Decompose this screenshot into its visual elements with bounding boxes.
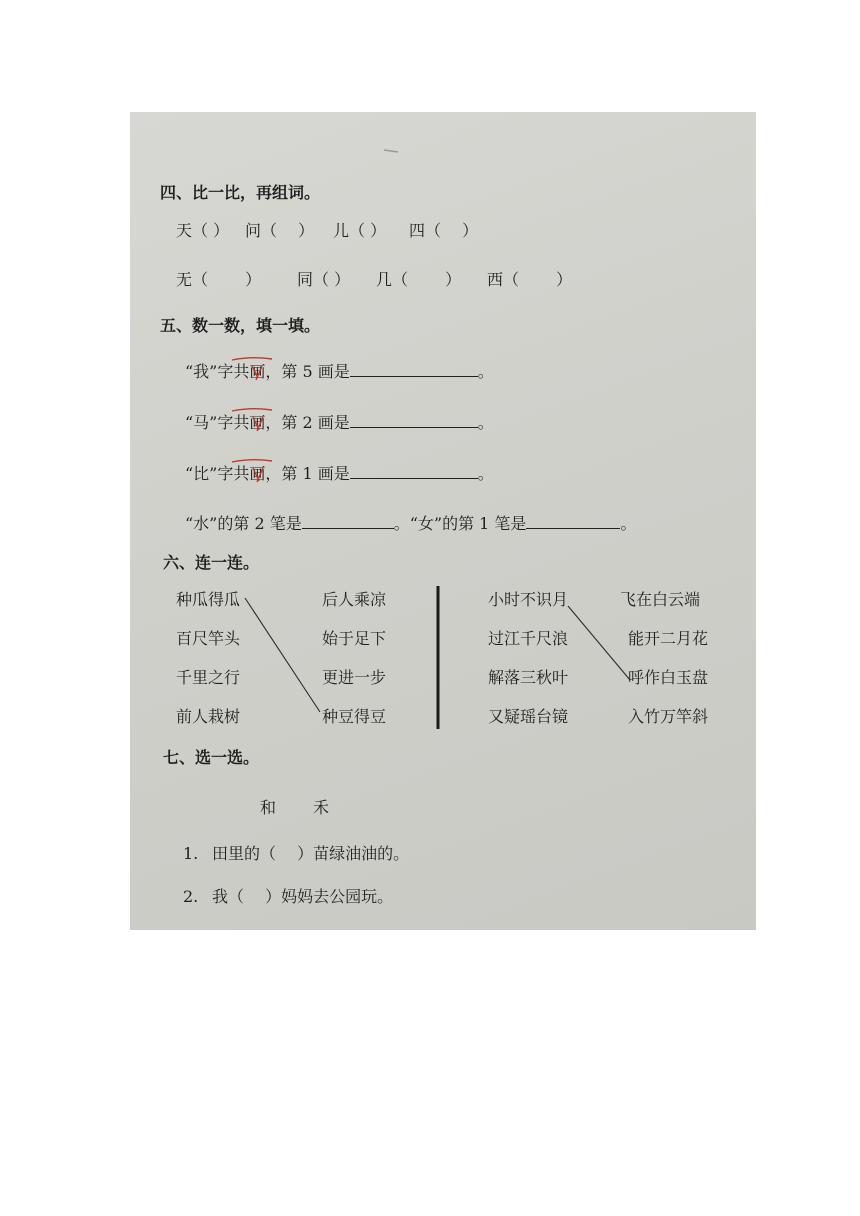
match-item: 呼作白玉盘 [628, 668, 709, 687]
compare-item: 几（ ） [376, 270, 462, 289]
compare-item: 无（ ） [176, 270, 262, 289]
compare-item: 同（ ） [297, 270, 351, 289]
red-caret-mark [232, 409, 272, 411]
compare-item: 儿（ ） [333, 221, 387, 240]
match-item: 入竹万竿斜 [628, 707, 709, 726]
choice-option: 禾 [313, 798, 330, 817]
compare-item: 天（ ） [176, 221, 230, 240]
question-number: 2. [183, 887, 199, 906]
match-item: 种瓜得瓜 [176, 590, 241, 609]
section7-heading: 七、选一选。 [163, 748, 260, 767]
section4-heading: 四、比一比，再组词。 [160, 183, 321, 202]
match-connector-line[interactable] [568, 606, 630, 680]
match-item: 能开二月花 [628, 629, 709, 648]
stroke-question-suffix: 。 [477, 362, 494, 381]
stroke-question-suffix: 。 [620, 514, 637, 533]
red-caret-mark [232, 460, 272, 462]
match-item: 飞在白云端 [620, 590, 701, 609]
red-caret-mark [252, 366, 262, 380]
compare-item: 西（ ） [487, 270, 573, 289]
match-item: 又疑瑶台镜 [488, 707, 569, 726]
match-item: 更进一步 [322, 668, 387, 687]
stroke-question-text: “水”的第 2 笔是 [185, 514, 302, 533]
match-item: 种豆得豆 [322, 707, 387, 726]
match-item: 过江千尺浪 [488, 629, 569, 648]
stroke-question-suffix: 。 [477, 464, 494, 483]
match-item: 百尺竿头 [176, 629, 241, 648]
question-text[interactable]: 我（ ）妈妈去公园玩。 [212, 887, 394, 906]
stroke-question-text: “比”字共画，第 1 画是 [185, 464, 350, 483]
stroke-question-text: “我”字共画，第 5 画是 [185, 362, 350, 381]
red-caret-mark [253, 417, 263, 431]
match-item: 千里之行 [176, 668, 241, 687]
red-caret-mark [253, 468, 263, 482]
question-number: 1. [183, 844, 199, 863]
speck-mark [384, 150, 398, 152]
red-caret-mark [232, 358, 272, 360]
section6-heading: 六、连一连。 [163, 553, 260, 572]
match-connector-line[interactable] [245, 598, 320, 712]
match-item: 后人乘凉 [322, 590, 387, 609]
match-item: 始于足下 [322, 629, 387, 648]
compare-item: 四（ ） [409, 221, 479, 240]
question-text[interactable]: 田里的（ ）苗绿油油的。 [212, 844, 410, 863]
section5-heading: 五、数一数，填一填。 [160, 316, 321, 335]
match-item: 小时不识月 [488, 590, 569, 609]
stroke-question-text: 。“女”的第 1 笔是 [393, 514, 527, 533]
match-item: 前人栽树 [176, 707, 241, 726]
stroke-question-text: “马”字共画，第 2 画是 [185, 413, 350, 432]
choice-option: 和 [260, 798, 277, 817]
match-item: 解落三秋叶 [488, 668, 569, 687]
compare-item: 问（ ） [245, 221, 315, 240]
stroke-question-suffix: 。 [477, 413, 494, 432]
